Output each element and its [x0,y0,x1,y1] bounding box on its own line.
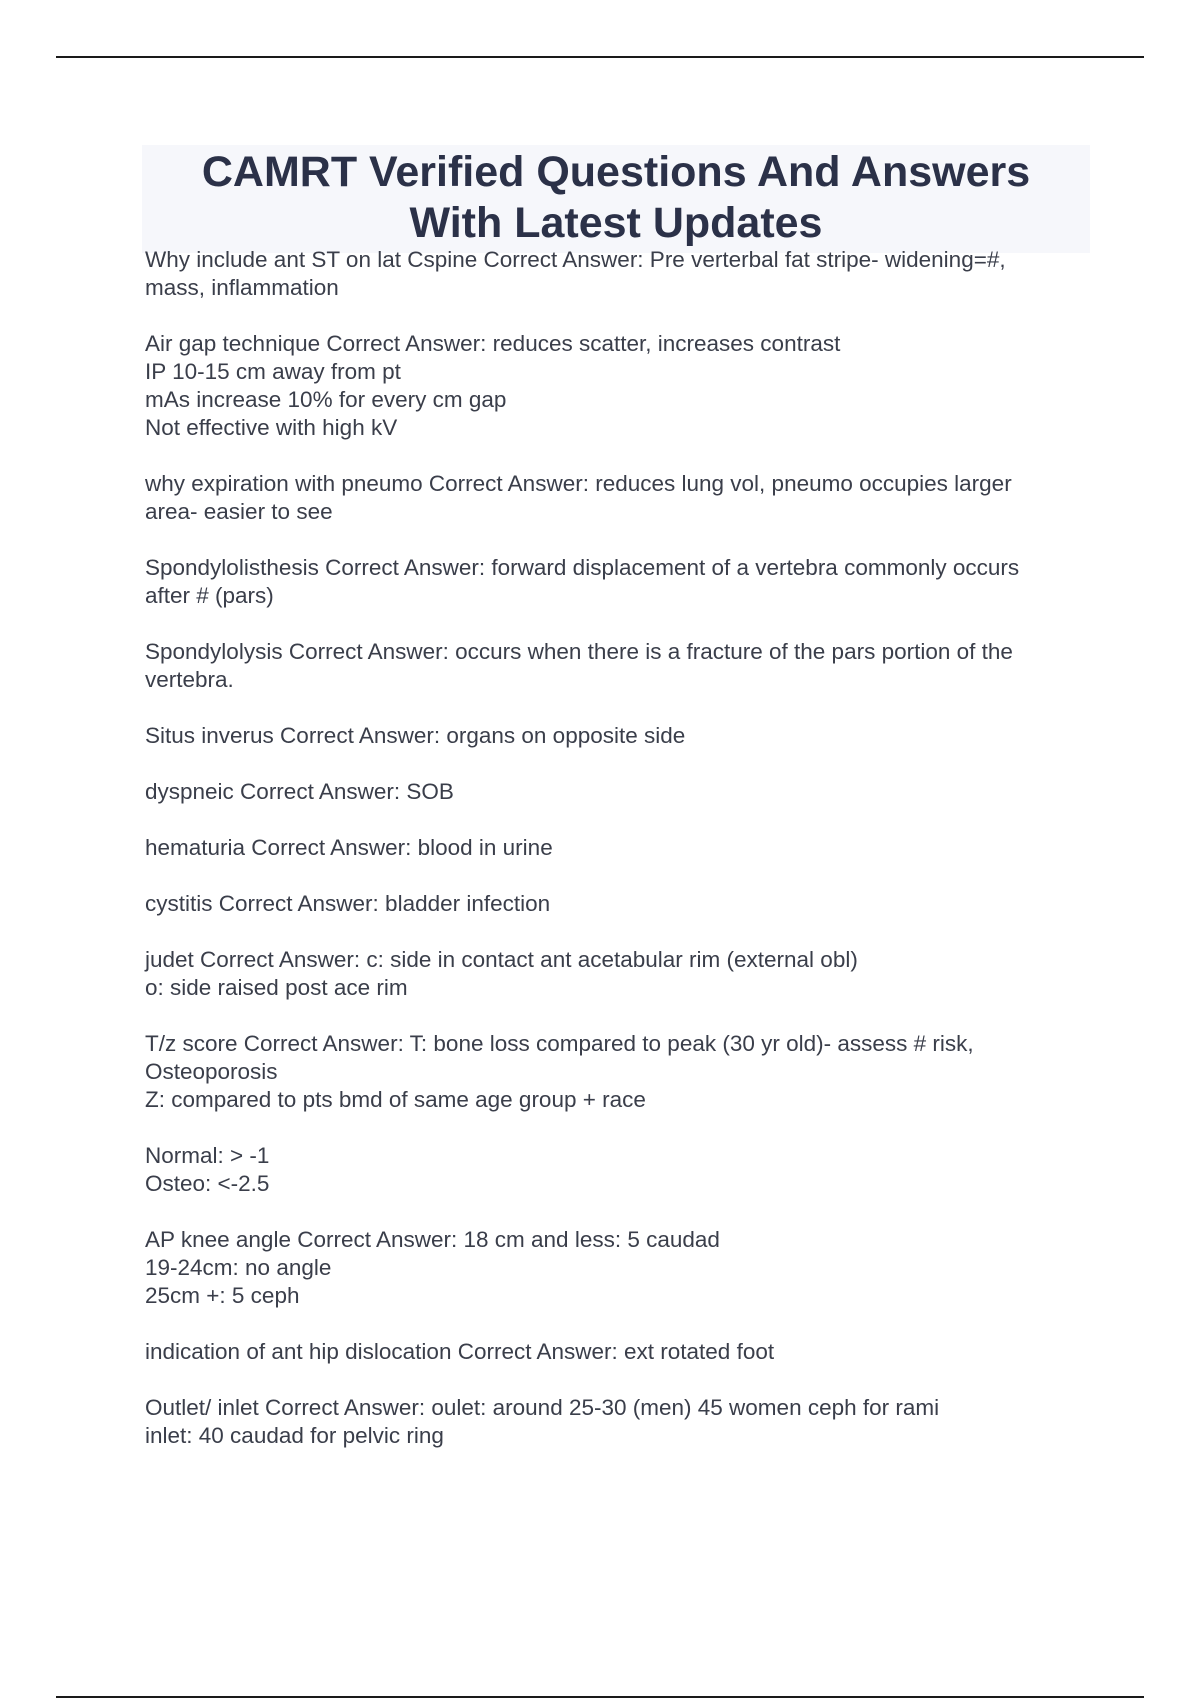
qa-entry [145,834,1095,862]
qa-entry-line: T/z score Correct Answer: T: bone loss compared to peak (30 yr old)- assess # risk, [145,1031,974,1056]
qa-entry-line: Outlet/ inlet Correct Answer: oulet: around 25-30 (men) 45 women ceph for rami [145,1395,940,1420]
qa-entry-line: Normal: > -1 [145,1143,270,1168]
qa-entry-line: vertebra. [145,667,234,692]
qa-entry-line: 25cm +: 5 ceph [145,1283,300,1308]
qa-entry [145,330,1095,442]
qa-entry-line: IP 10-15 cm away from pt [145,359,401,384]
qa-entry-line: dyspneic Correct Answer: SOB [145,779,454,804]
qa-entry-line: indication of ant hip dislocation Correct Answer: ext rotated foot [145,1339,775,1364]
qa-entry [145,638,1095,694]
header-rule [56,56,1144,58]
qa-entry-line: area- easier to see [145,499,333,524]
title-line-1: CAMRT Verified Questions And Answers [201,148,1031,196]
qa-entry [145,946,1095,1002]
title-line-2: With Latest Updates [409,199,823,247]
qa-entry-line: Z: compared to pts bmd of same age group + race [145,1087,646,1112]
qa-entry-line: after # (pars) [145,583,274,608]
qa-entry [145,554,1095,610]
qa-entry-line: AP knee angle Correct Answer: 18 cm and less: 5 caudad [145,1227,720,1252]
footer-rule [56,1696,1144,1698]
qa-entry-line: Spondylolisthesis Correct Answer: forward displacement of a vertebra commonly occurs [145,555,1020,580]
qa-entry-line: 19-24cm: no angle [145,1255,332,1280]
qa-entry-line: judet Correct Answer: c: side in contact ant acetabular rim (external obl) [145,947,858,972]
qa-entry-line: why expiration with pneumo Correct Answer: reduces lung vol, pneumo occupies larger [145,471,1012,496]
qa-entry [145,1226,1095,1310]
qa-entry-line: hematuria Correct Answer: blood in urine [145,835,553,860]
qa-entry [145,1142,1095,1198]
qa-entry [145,722,1095,750]
qa-entry [145,246,1095,302]
qa-entry-line: Spondylolysis Correct Answer: occurs when there is a fracture of the pars portion of the [145,639,1013,664]
qa-entry [145,1338,1095,1366]
qa-entry [145,1030,1095,1114]
qa-entry [145,1394,1095,1450]
qa-entry-line: Why include ant ST on lat Cspine Correct Answer: Pre verterbal fat stripe- widening=#, [145,247,1006,272]
qa-entry-line: mAs increase 10% for every cm gap [145,387,507,412]
qa-entry [145,778,1095,806]
qa-entry-line: mass, inflammation [145,275,339,300]
qa-entry-line: inlet: 40 caudad for pelvic ring [145,1423,444,1448]
document-title [142,145,1090,253]
qa-entry-line: cystitis Correct Answer: bladder infection [145,891,551,916]
qa-entry-line: Not effective with high kV [145,415,398,440]
qa-entry [145,470,1095,526]
qa-entry-line: Situs inverus Correct Answer: organs on opposite side [145,723,686,748]
qa-entry-line: o: side raised post ace rim [145,975,408,1000]
qa-entry-line: Air gap technique Correct Answer: reduces scatter, increases contrast [145,331,841,356]
qa-entry [145,890,1095,918]
qa-list [145,246,1095,1478]
qa-entry-line: Osteo: <-2.5 [145,1171,270,1196]
qa-entry-line: Osteoporosis [145,1059,278,1084]
